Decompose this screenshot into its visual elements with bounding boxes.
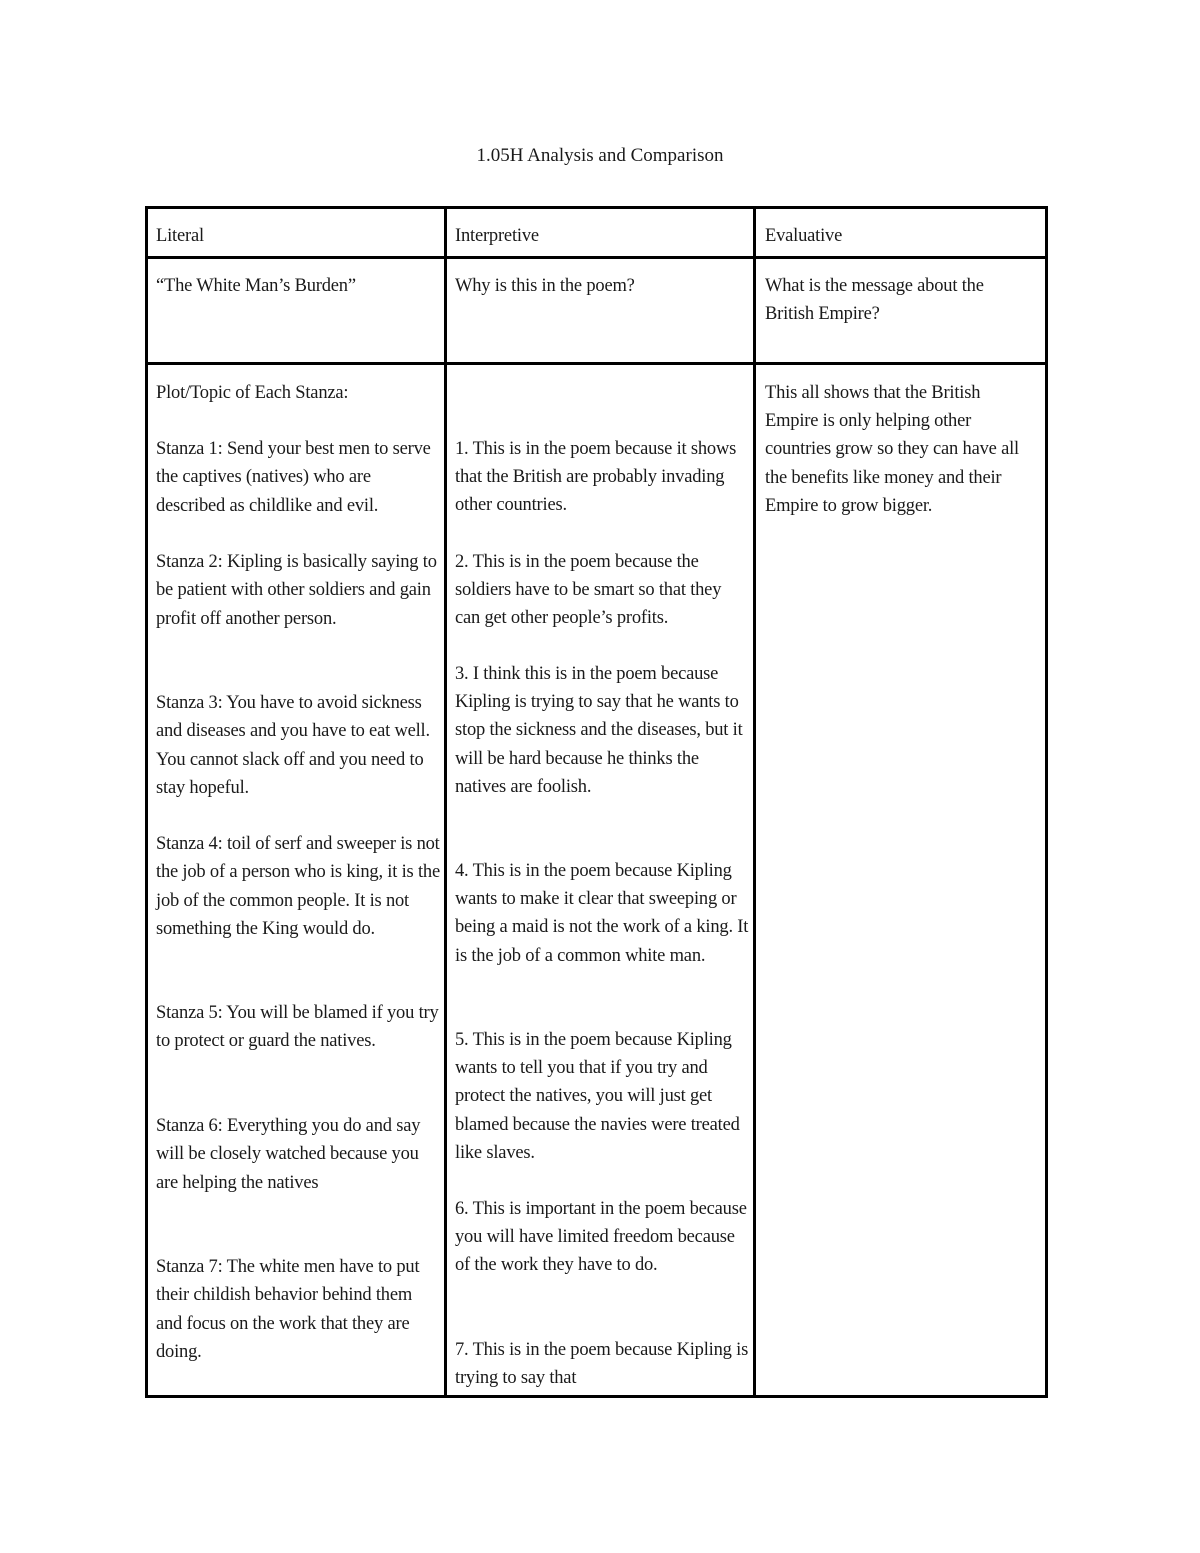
stanza-3: Stanza 3: You have to avoid sickness and diseases and you have to eat well. You cannot slack off and you need to stay hopeful. bbox=[156, 693, 430, 798]
stanza-4: Stanza 4: toil of serf and sweeper is not the job of a person who is king, it is the job of the common people. It is not something the King would do. bbox=[156, 834, 440, 939]
interpretive-item-4: 4. This is in the poem because Kipling wants to make it clear that sweeping or being a maid is not the work of a king. It is the job of a common white man. bbox=[455, 861, 749, 966]
stanza-5: Stanza 5: You will be blamed if you try to protect or guard the natives. bbox=[156, 1003, 439, 1052]
analysis-table bbox=[145, 206, 1048, 1398]
interpretive-item-6: 6. This is important in the poem because you will have limited freedom because of the work they have to do. bbox=[455, 1199, 747, 1276]
interpretive-item-5: 5. This is in the poem because Kipling wants to tell you that if you try and protect the natives, you will just get blamed because the navies were treated like slaves. bbox=[455, 1030, 740, 1163]
column-divider bbox=[753, 209, 756, 1395]
interpretive-item-3: 3. I think this is in the poem because Kipling is trying to say that he wants to stop the sickness and the diseases, but it will be hard because he thinks the natives are foolish. bbox=[455, 664, 743, 797]
row-divider bbox=[148, 362, 1045, 365]
stanza-1: Stanza 1: Send your best men to serve the captives (natives) who are described as childlike and evil. bbox=[156, 439, 431, 516]
column-divider bbox=[444, 209, 447, 1395]
header-evaluative: Evaluative bbox=[765, 226, 843, 246]
subheader-literal: “The White Man’s Burden” bbox=[156, 276, 356, 296]
header-literal: Literal bbox=[156, 226, 204, 246]
header-interpretive: Interpretive bbox=[455, 226, 539, 246]
row-divider bbox=[148, 256, 1045, 259]
evaluative-body: This all shows that the British Empire is only helping other countries grow so they can have all the benefits like money and their Empire to grow bigger. bbox=[765, 383, 1019, 516]
literal-intro: Plot/Topic of Each Stanza: bbox=[156, 383, 349, 403]
subheader-evaluative: What is the message about the British Empire? bbox=[765, 276, 984, 325]
subheader-interpretive: Why is this in the poem? bbox=[455, 276, 635, 296]
interpretive-item-7: 7. This is in the poem because Kipling is trying to say that bbox=[455, 1340, 749, 1389]
interpretive-item-2: 2. This is in the poem because the soldiers have to be smart so that they can get other people’s profits. bbox=[455, 552, 722, 629]
stanza-2: Stanza 2: Kipling is basically saying to be patient with other soldiers and gain profit off another person. bbox=[156, 552, 437, 629]
literal-body bbox=[156, 379, 441, 1366]
stanza-7: Stanza 7: The white men have to put their childish behavior behind them and focus on the work that they are doing. bbox=[156, 1257, 420, 1362]
interpretive-item-1: 1. This is in the poem because it shows that the British are probably invading other countries. bbox=[455, 439, 737, 516]
page-title: 1.05H Analysis and Comparison bbox=[476, 145, 724, 166]
interpretive-body bbox=[455, 435, 750, 1392]
stanza-6: Stanza 6: Everything you do and say will be closely watched because you are helping the natives bbox=[156, 1116, 421, 1193]
